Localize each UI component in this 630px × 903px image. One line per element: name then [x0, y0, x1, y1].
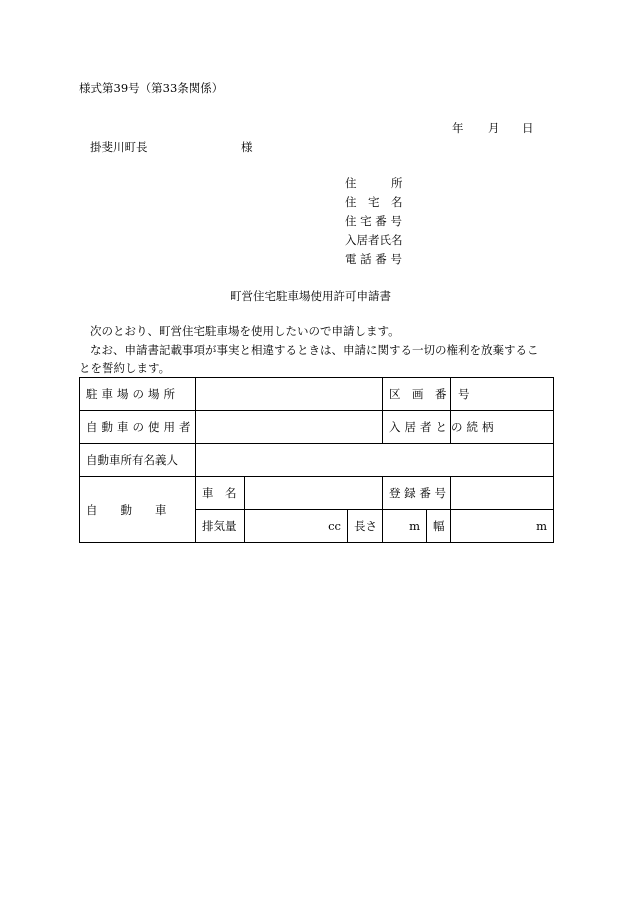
addressee-name: 掛斐川町長: [90, 140, 148, 154]
displacement-unit: cc: [328, 519, 341, 533]
relationship-label: 入居者との続柄: [383, 411, 451, 444]
date-year-label: 年: [452, 121, 464, 135]
width-field[interactable]: [451, 510, 554, 543]
vehicle-user-label: 自動車の使用者: [80, 411, 196, 444]
length-field[interactable]: [383, 510, 427, 543]
length-label: 長さ: [348, 510, 383, 543]
applicant-resident-name-label: 入居者氏名: [345, 233, 403, 247]
width-unit: m: [536, 519, 548, 533]
application-table: [79, 377, 554, 543]
parking-location-field[interactable]: [196, 378, 383, 411]
body-text-line1: 次のとおり、町営住宅駐車場を使用したいので申請します。: [90, 324, 400, 338]
vehicle-label: 自 動 車: [80, 477, 196, 543]
vehicle-user-field[interactable]: [196, 411, 383, 444]
date-day-label: 日: [522, 121, 534, 135]
displacement-label: 排気量: [196, 510, 245, 543]
registration-number-field[interactable]: [451, 477, 554, 510]
lot-number-label: 区 画 番 号: [383, 378, 451, 411]
owner-name-field[interactable]: [196, 444, 554, 477]
car-name-label: 車 名: [196, 477, 245, 510]
parking-location-label: 駐車場の場所: [80, 378, 196, 411]
body-text-line3: とを誓約します。: [79, 361, 171, 375]
length-unit: m: [409, 519, 421, 533]
date-month-label: 月: [488, 121, 500, 135]
displacement-field[interactable]: [245, 510, 348, 543]
addressee-honorific: 様: [241, 140, 253, 154]
applicant-housing-name-label: 住 宅 名: [345, 195, 403, 209]
car-name-field[interactable]: [245, 477, 383, 510]
applicant-address-label: 住 所: [345, 176, 403, 190]
applicant-phone-label: 電 話 番 号: [345, 252, 402, 266]
form-number: 様式第39号（第33条関係）: [79, 81, 224, 95]
owner-name-label: 自動車所有名義人: [80, 444, 196, 477]
registration-number-label: 登 録 番 号: [383, 477, 451, 510]
document-title: 町営住宅駐車場使用許可申請書: [230, 289, 391, 303]
applicant-housing-number-label: 住 宅 番 号: [345, 214, 402, 228]
body-text-line2: なお、申請書記載事項が事実と相違するときは、申請に関する一切の権利を放棄するこ: [90, 343, 539, 357]
width-label: 幅: [427, 510, 451, 543]
